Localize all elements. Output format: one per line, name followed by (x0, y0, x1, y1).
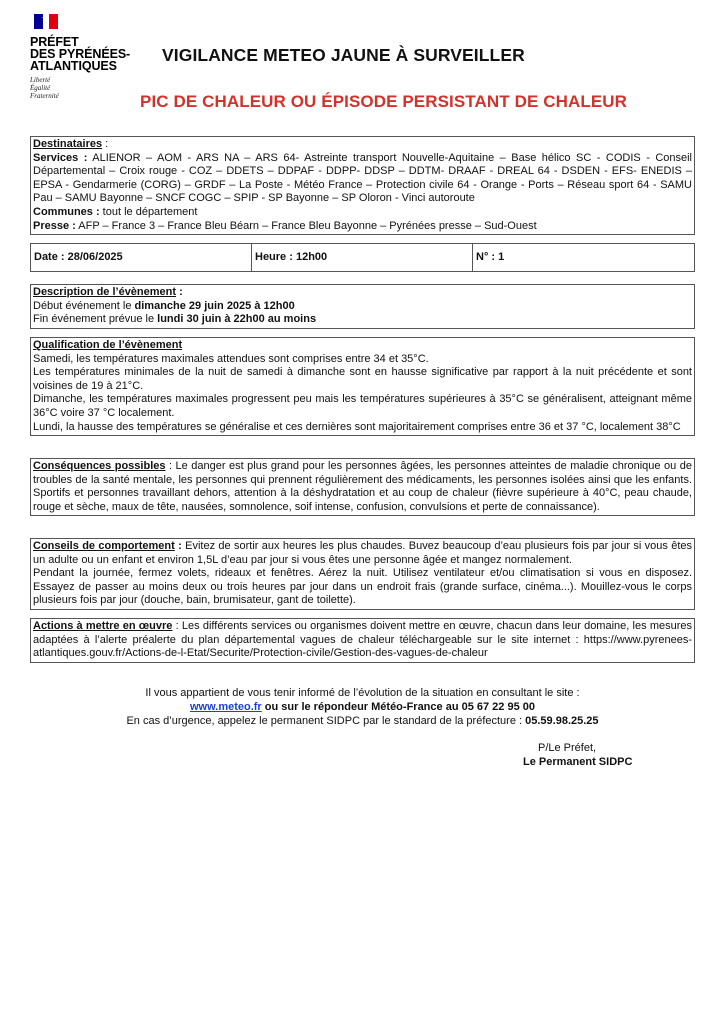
advice-heading: Conseils de comportement (33, 540, 175, 552)
event-heading: Description de l’évènement (33, 286, 177, 298)
recipients-heading-suffix: : (102, 138, 109, 150)
event-end-date: lundi 30 juin à 22h00 au moins (157, 313, 317, 326)
footer-line2 (30, 700, 695, 714)
qualification-heading-line (33, 339, 692, 353)
actions-box (30, 618, 695, 663)
footer-line2-rest: ou sur le répondeur Météo-France au 05 67 22 95 00 (261, 701, 535, 713)
event-end-prefix: Fin événement prévue le (33, 313, 158, 326)
event-start-prefix: Début événement le (33, 299, 135, 312)
actions-paragraph (33, 620, 692, 661)
consequences-box (30, 458, 695, 516)
date-cell: Date : 28/06/2025 (34, 251, 123, 263)
presse-label: Presse : (33, 219, 76, 232)
footer-info (30, 686, 695, 728)
prefecture-name-line2: DES PYRÉNÉES- (30, 47, 131, 61)
actions-heading: Actions à mettre en œuvre (33, 620, 173, 632)
event-start-date: dimanche 29 juin 2025 à 12h00 (134, 299, 295, 312)
presse-paragraph (33, 220, 692, 234)
number-cell: N° : 1 (476, 251, 505, 263)
qualification-line: Les températures minimales de la nuit de samedi à dimanche sont en hausse significative par rapport à la nuit précédente et sont voisines de 19 à 21°C. (33, 366, 692, 392)
meteo-link[interactable]: www.meteo.fr (190, 701, 262, 713)
communes-label: Communes : (33, 205, 100, 218)
qualification-line: Dimanche, les températures maximales progressent peu mais les températures supérieures à 35°C se généralisent, atteignant même 36°C voire 37 °C localement. (33, 393, 692, 419)
prefecture-name-line3: ATLANTIQUES (30, 59, 117, 73)
time-cell: Heure : 12h00 (255, 251, 328, 263)
event-end (33, 313, 692, 327)
event-description-box (30, 284, 695, 329)
motto-fraternite: Fraternité (30, 92, 59, 100)
recipients-heading-line (33, 138, 692, 152)
consequences-heading: Conséquences possibles (33, 460, 166, 472)
event-heading-line (33, 286, 692, 300)
recipients-heading: Destinataires (33, 138, 103, 150)
services-label: Services : (33, 151, 88, 164)
services-paragraph (33, 152, 692, 206)
advice-paragraph-2: Pendant la journée, fermez volets, rideaux et fenêtres. Aérez la nuit. Utilisez ventilateur et/ou climatisation si vous en disposez. Essayez de passer au moins deux ou trois heures par jour dans un endroit frais (grande surface, cinéma...). Mouillez-vous le corps plusieurs fois par jour (douche, bain, brumisateur, gant de toilette). (33, 567, 692, 607)
qualification-line: Lundi, la hausse des températures se généralise et ces dernières sont majoritairement comprises entre 36 et 37 °C, localement 38°C (33, 420, 681, 433)
footer-line1: Il vous appartient de vous tenir informé de l’évolution de la situation en consultant le site : (145, 687, 580, 699)
services-text: ALIENOR – AOM - ARS NA – ARS 64- Astreinte transport Nouvelle-Aquitaine – Base hélico SC - CODIS - Conseil Départemental – Croix rouge - COZ – DDETS – DDPAF - DDPP- DDSP – DDTM- DRAAF - DREAL 64 - DSDEN - EFS- ENEDIS – EPSA - Gendarmerie (CORG) – GRDF – La Poste - Météo France – Protection civile 64 - Orange - Ports – Réseau sport 64 - SAMU Pau – SAMU Bayonne – SNCF COGC – SPIP - SP Bayonne – SP Oloron - Vinci autoroute (33, 151, 693, 205)
prefecture-name-line1: PRÉFET (30, 35, 79, 49)
qualification-box (30, 337, 695, 436)
sidpc-phone: 05.59.98.25.25 (525, 715, 599, 727)
signature-line1: P/Le Préfet, (538, 742, 597, 754)
event-start (33, 300, 692, 314)
communes-text: tout le département (99, 205, 198, 218)
consequences-paragraph (33, 460, 692, 514)
page-title: VIGILANCE METEO JAUNE À SURVEILLER (162, 45, 525, 65)
event-heading-suffix: : (176, 286, 183, 298)
advice-box (30, 538, 695, 610)
advice-heading-suffix: : (174, 540, 182, 552)
consequences-text: : Le danger est plus grand pour les personnes âgées, les personnes atteintes de maladie chronique ou de troubles de la santé mentale, les personnes qui prennent régulièrement des médicaments, les personnes isolées ainsi que les enfants. Sportifs et personnes travaillant dehors, attention à la déshydratation et au coup de chaleur (fièvre supérieure à 40°C, peau chaude, rouge et sèche, maux de tête, nausées, somnolence, soif intense, confusion, convulsions et perte de connaissance). (33, 460, 692, 513)
date-row (30, 243, 695, 272)
presse-text: AFP – France 3 – France Bleu Béarn – France Bleu Bayonne – Pyrénées presse – Sud-Ouest (75, 219, 537, 232)
actions-text: : Les différents services ou organismes doivent mettre en œuvre, chacun dans leur domaine, les mesures adaptées à l’alerte préalerte du plan départemental vagues de chaleur téléchargeable sur le site internet : https://www.pyrenees-atlantiques.gouv.fr/Actions-de-l-Etat/Securite/Protection-civile/Gestion-des-vagues-de-chaleur (33, 620, 692, 660)
qualification-line: Samedi, les températures maximales attendues sont comprises entre 34 et 35°C. (33, 352, 429, 365)
motto-liberte: Liberté (30, 76, 51, 84)
footer-line3 (30, 714, 695, 728)
advice-paragraph (33, 540, 692, 567)
qualification-heading: Qualification de l’évènement (33, 339, 183, 351)
communes-paragraph (33, 206, 692, 220)
footer-line3-prefix: En cas d’urgence, appelez le permanent SIDPC par le standard de la préfecture : (126, 715, 526, 727)
motto-egalite: Égalité (30, 84, 51, 92)
page-subtitle: PIC DE CHALEUR OU ÉPISODE PERSISTANT DE CHALEUR (140, 92, 628, 111)
recipients-box (30, 136, 695, 235)
signature-line2: Le Permanent SIDPC (523, 756, 633, 768)
marianne-flag-icon (34, 14, 58, 29)
advice-text: Evitez de sortir aux heures les plus chaudes. Buvez beaucoup d’eau plusieurs fois par jour si vous êtes un adulte ou un enfant et environ 1,5L d’eau par jour si vous êtes une personne âgée et mangez normalement. (33, 540, 692, 566)
